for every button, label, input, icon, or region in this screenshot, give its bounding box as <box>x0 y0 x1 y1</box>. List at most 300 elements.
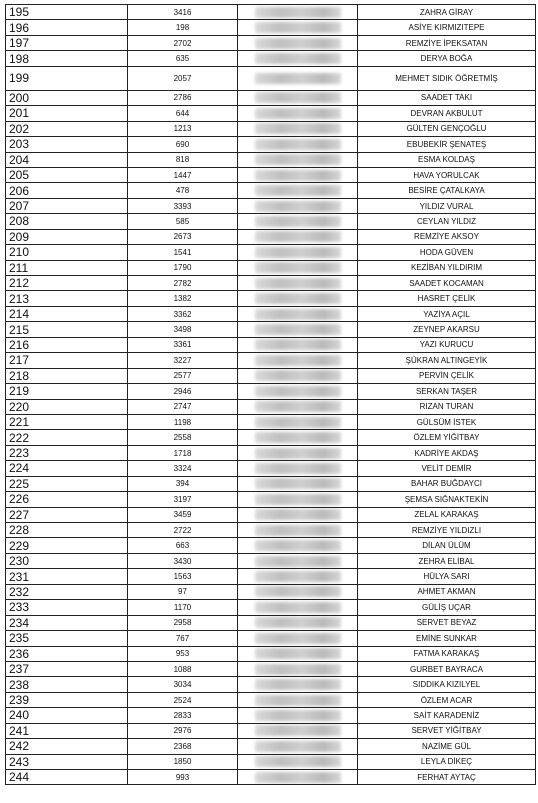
redacted-id-cell <box>238 600 358 615</box>
table-row <box>6 245 536 260</box>
table-row <box>6 708 536 723</box>
blurred-id-mark <box>255 586 341 597</box>
redacted-id-cell <box>238 260 358 275</box>
blurred-id-mark <box>255 386 341 397</box>
row-number-cell: 226 <box>6 492 128 507</box>
blurred-id-mark <box>255 231 341 242</box>
code-cell: 2702 <box>128 35 238 50</box>
name-cell: YILDIZ VURAL <box>358 198 536 213</box>
code-cell: 3416 <box>128 5 238 20</box>
redacted-id-cell <box>238 229 358 244</box>
row-number-cell: 217 <box>6 353 128 368</box>
name-cell: EMİNE SUNKAR <box>358 631 536 646</box>
blurred-id-mark <box>255 571 341 582</box>
redacted-id-cell <box>238 692 358 707</box>
name-cell: BAHAR BUĞDAYCI <box>358 476 536 491</box>
row-number-cell: 241 <box>6 723 128 738</box>
table-row <box>6 198 536 213</box>
row-number-cell: 223 <box>6 445 128 460</box>
blurred-id-mark <box>255 525 341 536</box>
code-cell: 2747 <box>128 399 238 414</box>
table-row <box>6 754 536 769</box>
code-cell: 2673 <box>128 229 238 244</box>
name-cell: VELİT DEMİR <box>358 461 536 476</box>
table-row <box>6 152 536 167</box>
blurred-id-mark <box>255 324 341 335</box>
name-cell: RIZAN TURAN <box>358 399 536 414</box>
blurred-id-mark <box>255 494 341 505</box>
blurred-id-mark <box>255 664 341 675</box>
name-cell: SAADET KOCAMAN <box>358 276 536 291</box>
code-cell: 818 <box>128 152 238 167</box>
name-cell: LEYLA DİKEÇ <box>358 754 536 769</box>
redacted-id-cell <box>238 569 358 584</box>
redacted-id-cell <box>238 5 358 20</box>
code-cell: 2368 <box>128 739 238 754</box>
table-row <box>6 167 536 182</box>
row-number-cell: 242 <box>6 739 128 754</box>
redacted-id-cell <box>238 51 358 66</box>
redacted-id-cell <box>238 152 358 167</box>
redacted-id-cell <box>238 353 358 368</box>
code-cell: 993 <box>128 770 238 785</box>
redacted-id-cell <box>238 414 358 429</box>
blurred-id-mark <box>255 370 341 381</box>
row-number-cell: 218 <box>6 368 128 383</box>
row-number-cell: 209 <box>6 229 128 244</box>
name-cell: DİLAN ÜLÜM <box>358 538 536 553</box>
name-cell: AHMET AKMAN <box>358 584 536 599</box>
redacted-id-cell <box>238 677 358 692</box>
blurred-id-mark <box>255 154 341 165</box>
table-row <box>6 183 536 198</box>
row-number-cell: 229 <box>6 538 128 553</box>
row-number-cell: 237 <box>6 661 128 676</box>
redacted-id-cell <box>238 754 358 769</box>
blurred-id-mark <box>255 185 341 196</box>
table-row <box>6 229 536 244</box>
code-cell: 1563 <box>128 569 238 584</box>
code-cell: 690 <box>128 137 238 152</box>
name-cell: ESMA KOLDAŞ <box>358 152 536 167</box>
table-row <box>6 368 536 383</box>
code-cell: 1447 <box>128 167 238 182</box>
name-cell: ZEYNEP AKARSU <box>358 322 536 337</box>
code-cell: 2946 <box>128 384 238 399</box>
table-row <box>6 723 536 738</box>
blurred-id-mark <box>255 710 341 721</box>
table-row <box>6 414 536 429</box>
code-cell: 2057 <box>128 66 238 90</box>
redacted-id-cell <box>238 476 358 491</box>
blurred-id-mark <box>255 216 341 227</box>
blurred-id-mark <box>255 417 341 428</box>
blurred-id-mark <box>255 448 341 459</box>
table-row <box>6 337 536 352</box>
name-cell: MEHMET SIDIK ÖĞRETMİŞ <box>358 66 536 90</box>
blurred-id-mark <box>255 355 341 366</box>
name-cell: GÜLTEN GENÇOĞLU <box>358 121 536 136</box>
redacted-id-cell <box>238 507 358 522</box>
row-number-cell: 200 <box>6 90 128 105</box>
blurred-id-mark <box>255 53 341 64</box>
name-cell: ZELAL KARAKAŞ <box>358 507 536 522</box>
name-cell: REMZİYE YILDIZLI <box>358 523 536 538</box>
code-cell: 1213 <box>128 121 238 136</box>
table-row <box>6 507 536 522</box>
redacted-id-cell <box>238 646 358 661</box>
row-number-cell: 221 <box>6 414 128 429</box>
name-cell: SIDDIKA KIZILYEL <box>358 677 536 692</box>
table-row <box>6 538 536 553</box>
name-cell: ZEHRA ELİBAL <box>358 553 536 568</box>
redacted-id-cell <box>238 291 358 306</box>
code-cell: 3197 <box>128 492 238 507</box>
table-row <box>6 615 536 630</box>
row-number-cell: 196 <box>6 20 128 35</box>
blurred-id-mark <box>255 617 341 628</box>
row-number-cell: 227 <box>6 507 128 522</box>
table-row <box>6 569 536 584</box>
name-cell: FERHAT AYTAÇ <box>358 770 536 785</box>
code-cell: 1790 <box>128 260 238 275</box>
row-number-cell: 213 <box>6 291 128 306</box>
name-cell: SAADET TAKI <box>358 90 536 105</box>
row-number-cell: 215 <box>6 322 128 337</box>
table-row <box>6 214 536 229</box>
table-row <box>6 430 536 445</box>
code-cell: 1850 <box>128 754 238 769</box>
row-number-cell: 235 <box>6 631 128 646</box>
redacted-id-cell <box>238 399 358 414</box>
row-number-cell: 219 <box>6 384 128 399</box>
code-cell: 1718 <box>128 445 238 460</box>
row-number-cell: 216 <box>6 337 128 352</box>
blurred-id-mark <box>255 432 341 443</box>
blurred-id-mark <box>255 139 341 150</box>
row-number-cell: 199 <box>6 66 128 90</box>
name-cell: KEZİBAN YILDIRIM <box>358 260 536 275</box>
name-cell: HODA GÜVEN <box>358 245 536 260</box>
code-cell: 2577 <box>128 368 238 383</box>
name-cell: SERVET BEYAZ <box>358 615 536 630</box>
name-cell: YAZI KURUCU <box>358 337 536 352</box>
table-row <box>6 276 536 291</box>
row-number-cell: 214 <box>6 306 128 321</box>
table-row <box>6 137 536 152</box>
name-cell: ŞEMSA SIĞNAKTEKİN <box>358 492 536 507</box>
table-row <box>6 553 536 568</box>
blurred-id-mark <box>255 38 341 49</box>
redacted-id-cell <box>238 523 358 538</box>
blurred-id-mark <box>255 540 341 551</box>
code-cell: 3324 <box>128 461 238 476</box>
code-cell: 3459 <box>128 507 238 522</box>
row-number-cell: 240 <box>6 708 128 723</box>
code-cell: 3430 <box>128 553 238 568</box>
row-number-cell: 224 <box>6 461 128 476</box>
row-number-cell: 228 <box>6 523 128 538</box>
redacted-id-cell <box>238 661 358 676</box>
redacted-id-cell <box>238 584 358 599</box>
code-cell: 3034 <box>128 677 238 692</box>
table-row <box>6 600 536 615</box>
blurred-id-mark <box>255 108 341 119</box>
redacted-id-cell <box>238 66 358 90</box>
redacted-id-cell <box>238 137 358 152</box>
code-cell: 953 <box>128 646 238 661</box>
code-cell: 478 <box>128 183 238 198</box>
table-row <box>6 20 536 35</box>
redacted-id-cell <box>238 723 358 738</box>
blurred-id-mark <box>255 262 341 273</box>
code-cell: 2958 <box>128 615 238 630</box>
row-number-cell: 236 <box>6 646 128 661</box>
name-cell: CEYLAN YILDIZ <box>358 214 536 229</box>
blurred-id-mark <box>255 725 341 736</box>
name-cell: SERVET YİĞİTBAY <box>358 723 536 738</box>
code-cell: 394 <box>128 476 238 491</box>
name-cell: ŞÜKRAN ALTINGEYİK <box>358 353 536 368</box>
redacted-id-cell <box>238 245 358 260</box>
row-number-cell: 238 <box>6 677 128 692</box>
table-row <box>6 51 536 66</box>
redacted-id-cell <box>238 214 358 229</box>
name-cell: SAİT KARADENİZ <box>358 708 536 723</box>
code-cell: 3361 <box>128 337 238 352</box>
row-number-cell: 212 <box>6 276 128 291</box>
table-row <box>6 5 536 20</box>
name-cell: BESİRE ÇATALKAYA <box>358 183 536 198</box>
blurred-id-mark <box>255 247 341 258</box>
blurred-id-mark <box>255 201 341 212</box>
redacted-id-cell <box>238 167 358 182</box>
blurred-id-mark <box>255 170 341 181</box>
table-row <box>6 476 536 491</box>
blurred-id-mark <box>255 633 341 644</box>
redacted-id-cell <box>238 90 358 105</box>
code-cell: 585 <box>128 214 238 229</box>
redacted-id-cell <box>238 770 358 785</box>
blurred-id-mark <box>255 401 341 412</box>
table-body <box>6 5 536 785</box>
code-cell: 2786 <box>128 90 238 105</box>
code-cell: 1198 <box>128 414 238 429</box>
table-row <box>6 492 536 507</box>
row-number-cell: 208 <box>6 214 128 229</box>
redacted-id-cell <box>238 708 358 723</box>
code-cell: 2524 <box>128 692 238 707</box>
blurred-id-mark <box>255 648 341 659</box>
redacted-id-cell <box>238 553 358 568</box>
code-cell: 767 <box>128 631 238 646</box>
table-row <box>6 631 536 646</box>
name-cell: REMZİYE İPEKSATAN <box>358 35 536 50</box>
blurred-id-mark <box>255 309 341 320</box>
code-cell: 635 <box>128 51 238 66</box>
redacted-id-cell <box>238 492 358 507</box>
code-cell: 3227 <box>128 353 238 368</box>
blurred-id-mark <box>255 756 341 767</box>
table-row <box>6 384 536 399</box>
name-cell: PERVİN ÇELİK <box>358 368 536 383</box>
redacted-id-cell <box>238 739 358 754</box>
code-cell: 2558 <box>128 430 238 445</box>
name-cell: ÖZLEM ACAR <box>358 692 536 707</box>
code-cell: 3362 <box>128 306 238 321</box>
table-row <box>6 306 536 321</box>
name-cell: GURBET BAYRACA <box>358 661 536 676</box>
row-number-cell: 197 <box>6 35 128 50</box>
name-cell: GÜLİŞ UÇAR <box>358 600 536 615</box>
code-cell: 644 <box>128 106 238 121</box>
row-number-cell: 201 <box>6 106 128 121</box>
code-cell: 1170 <box>128 600 238 615</box>
blurred-id-mark <box>255 509 341 520</box>
blurred-id-mark <box>255 339 341 350</box>
name-cell: HÜLYA SARI <box>358 569 536 584</box>
table-row <box>6 584 536 599</box>
name-cell: HAVA YORULCAK <box>358 167 536 182</box>
redacted-id-cell <box>238 384 358 399</box>
table-row <box>6 677 536 692</box>
name-cell: GÜLSÜM İSTEK <box>358 414 536 429</box>
row-number-cell: 230 <box>6 553 128 568</box>
redacted-id-cell <box>238 198 358 213</box>
name-cell: KADRİYE AKDAŞ <box>358 445 536 460</box>
row-number-cell: 206 <box>6 183 128 198</box>
row-number-cell: 203 <box>6 137 128 152</box>
blurred-id-mark <box>255 695 341 706</box>
blurred-id-mark <box>255 73 341 84</box>
name-cell: NAZİME GÜL <box>358 739 536 754</box>
code-cell: 198 <box>128 20 238 35</box>
redacted-id-cell <box>238 121 358 136</box>
redacted-id-cell <box>238 183 358 198</box>
table-row <box>6 322 536 337</box>
table-row <box>6 661 536 676</box>
table-row <box>6 523 536 538</box>
name-cell: REMZİYE AKSOY <box>358 229 536 244</box>
name-cell: DEVRAN AKBULUT <box>358 106 536 121</box>
row-number-cell: 202 <box>6 121 128 136</box>
name-cell: ÖZLEM YİĞİTBAY <box>358 430 536 445</box>
table-row <box>6 770 536 785</box>
row-number-cell: 207 <box>6 198 128 213</box>
table-row <box>6 106 536 121</box>
row-number-cell: 222 <box>6 430 128 445</box>
code-cell: 2782 <box>128 276 238 291</box>
row-number-cell: 243 <box>6 754 128 769</box>
row-number-cell: 205 <box>6 167 128 182</box>
row-number-cell: 233 <box>6 600 128 615</box>
name-cell: SERKAN TAŞER <box>358 384 536 399</box>
row-number-cell: 204 <box>6 152 128 167</box>
participant-table <box>5 4 536 785</box>
table-row <box>6 461 536 476</box>
redacted-id-cell <box>238 461 358 476</box>
table-row <box>6 291 536 306</box>
blurred-id-mark <box>255 741 341 752</box>
table-row <box>6 399 536 414</box>
table-row <box>6 260 536 275</box>
redacted-id-cell <box>238 538 358 553</box>
table-row <box>6 35 536 50</box>
blurred-id-mark <box>255 478 341 489</box>
row-number-cell: 225 <box>6 476 128 491</box>
code-cell: 1541 <box>128 245 238 260</box>
redacted-id-cell <box>238 35 358 50</box>
row-number-cell: 210 <box>6 245 128 260</box>
redacted-id-cell <box>238 322 358 337</box>
row-number-cell: 231 <box>6 569 128 584</box>
redacted-id-cell <box>238 368 358 383</box>
redacted-id-cell <box>238 276 358 291</box>
name-cell: FATMA KARAKAŞ <box>358 646 536 661</box>
code-cell: 663 <box>128 538 238 553</box>
name-cell: ASİYE KIRMIZITEPE <box>358 20 536 35</box>
row-number-cell: 234 <box>6 615 128 630</box>
code-cell: 1088 <box>128 661 238 676</box>
name-cell: EBUBEKİR ŞENATEŞ <box>358 137 536 152</box>
blurred-id-mark <box>255 679 341 690</box>
table-row <box>6 90 536 105</box>
code-cell: 3393 <box>128 198 238 213</box>
name-cell: HASRET ÇELİK <box>358 291 536 306</box>
table-row <box>6 66 536 90</box>
redacted-id-cell <box>238 306 358 321</box>
redacted-id-cell <box>238 20 358 35</box>
name-cell: DERYA BOĞA <box>358 51 536 66</box>
row-number-cell: 195 <box>6 5 128 20</box>
blurred-id-mark <box>255 92 341 103</box>
blurred-id-mark <box>255 123 341 134</box>
table-row <box>6 646 536 661</box>
code-cell: 2976 <box>128 723 238 738</box>
redacted-id-cell <box>238 337 358 352</box>
table-row <box>6 739 536 754</box>
code-cell: 2722 <box>128 523 238 538</box>
redacted-id-cell <box>238 430 358 445</box>
row-number-cell: 211 <box>6 260 128 275</box>
code-cell: 2833 <box>128 708 238 723</box>
redacted-id-cell <box>238 106 358 121</box>
code-cell: 1382 <box>128 291 238 306</box>
name-cell: ZAHRA GİRAY <box>358 5 536 20</box>
row-number-cell: 244 <box>6 770 128 785</box>
blurred-id-mark <box>255 772 341 783</box>
blurred-id-mark <box>255 278 341 289</box>
blurred-id-mark <box>255 463 341 474</box>
blurred-id-mark <box>255 22 341 33</box>
table-row <box>6 692 536 707</box>
redacted-id-cell <box>238 615 358 630</box>
code-cell: 3498 <box>128 322 238 337</box>
row-number-cell: 232 <box>6 584 128 599</box>
row-number-cell: 239 <box>6 692 128 707</box>
table-row <box>6 353 536 368</box>
blurred-id-mark <box>255 602 341 613</box>
table-row <box>6 121 536 136</box>
blurred-id-mark <box>255 7 341 18</box>
code-cell: 97 <box>128 584 238 599</box>
redacted-id-cell <box>238 445 358 460</box>
table-row <box>6 445 536 460</box>
redacted-id-cell <box>238 631 358 646</box>
blurred-id-mark <box>255 556 341 567</box>
row-number-cell: 220 <box>6 399 128 414</box>
name-cell: YAZİYA AÇIL <box>358 306 536 321</box>
